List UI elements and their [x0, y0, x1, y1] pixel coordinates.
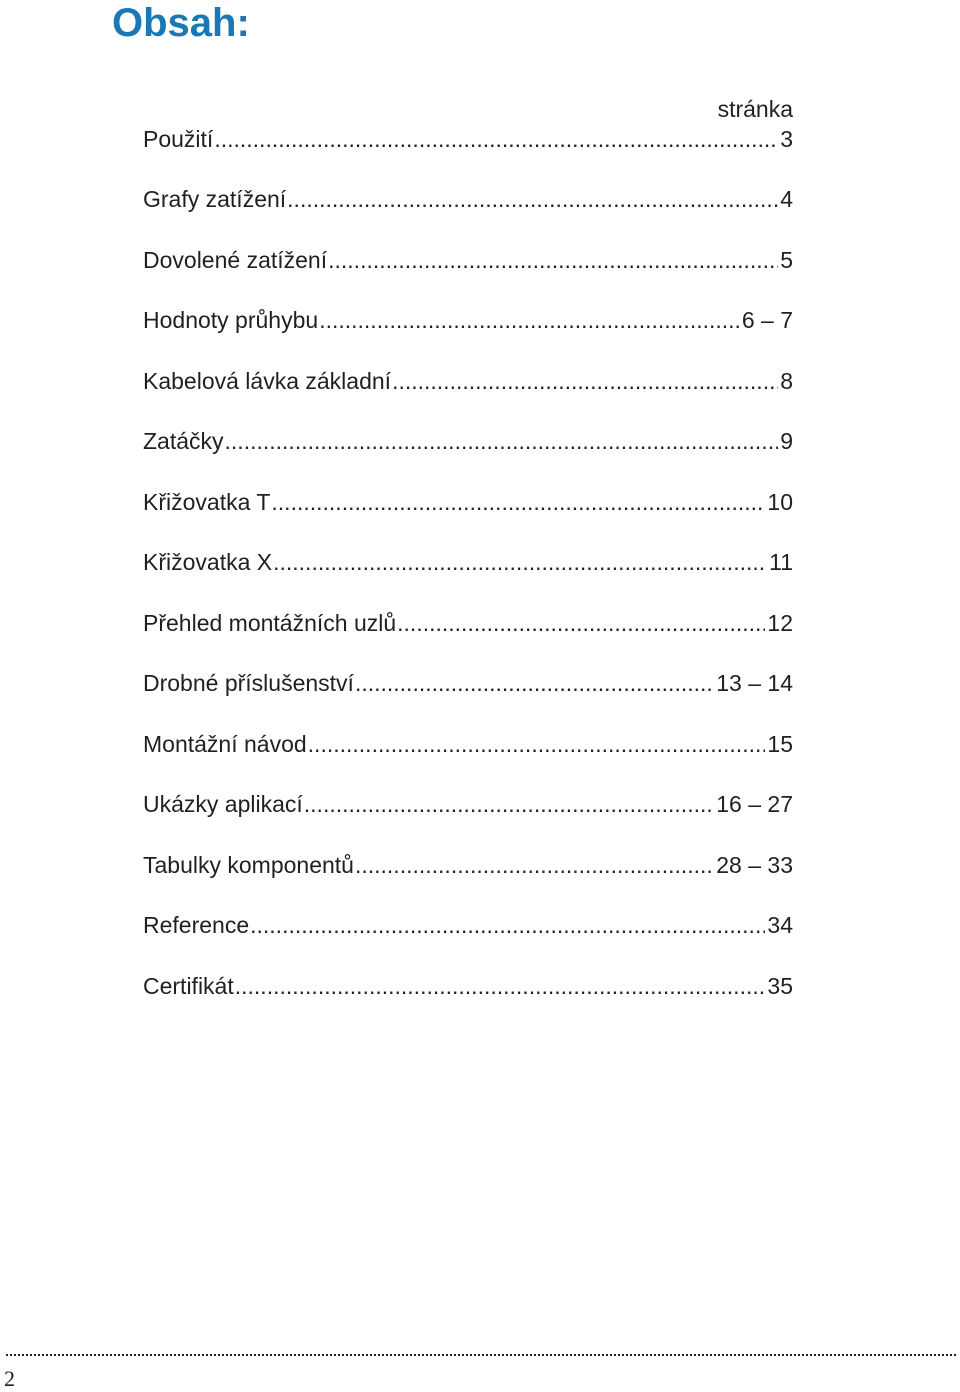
toc-dot-leader: [308, 729, 766, 759]
toc-dot-leader: [319, 305, 740, 335]
toc-entry-label: Zatáčky: [143, 428, 224, 454]
toc-entry-label: Křižovatka T: [143, 488, 271, 515]
toc-entry-label: Kabelová lávka základní: [143, 367, 392, 394]
toc-dot-leader: [225, 426, 779, 456]
toc-entry-hodnoty-pruhybu[interactable]: [143, 305, 793, 366]
toc-entry-label: Drobné příslušenství: [143, 670, 354, 696]
toc-dot-leader: [392, 366, 778, 396]
toc-dot-leader: [355, 668, 714, 698]
toc-dot-leader: [304, 789, 714, 819]
toc-entry-page: 13 – 14: [716, 670, 793, 696]
toc-entry-page: 6 – 7: [741, 307, 793, 333]
toc-entry-page: 4: [780, 186, 793, 212]
toc-entry-label: Reference: [143, 912, 250, 938]
toc-dot-leader: [328, 245, 778, 275]
toc-dot-leader: [214, 124, 778, 154]
toc-entry-drobne-prislusenstvi[interactable]: [143, 668, 793, 729]
toc-entry-page: 3: [780, 126, 793, 152]
toc-dot-leader: [271, 487, 765, 517]
toc-entry-label: Grafy zatížení: [143, 186, 287, 212]
toc-entry-krizovatka-x[interactable]: [143, 547, 793, 608]
toc-entry-page: 10: [767, 488, 793, 515]
page-number: 2: [4, 1366, 15, 1391]
footer-dotted-rule: [6, 1354, 956, 1356]
toc-entry-label: Certifikát: [143, 972, 234, 999]
toc-entry-page: 11: [769, 549, 793, 575]
toc-entry-page: 28 – 33: [716, 851, 793, 878]
table-of-contents: [143, 94, 793, 1031]
toc-entry-label: Tabulky komponentů: [143, 851, 354, 878]
page-title: Obsah:: [112, 1, 250, 45]
toc-entry-page: 5: [780, 246, 793, 273]
page-column-header: stránka: [717, 96, 793, 122]
toc-entry-grafy-zatizeni[interactable]: [143, 184, 793, 245]
toc-dot-leader: [287, 184, 778, 214]
toc-entry-kabelova-lavka[interactable]: [143, 366, 793, 427]
toc-entry-label: Hodnoty průhybu: [143, 307, 319, 333]
toc-entry-page: 12: [767, 609, 793, 636]
toc-entry-ukazky-aplikaci[interactable]: [143, 789, 793, 850]
toc-dot-leader: [355, 850, 714, 880]
toc-dot-leader: [397, 608, 765, 638]
toc-entry-label: Přehled montážních uzlů: [143, 609, 397, 636]
toc-list: [143, 124, 793, 1031]
toc-entry-page: 15: [767, 730, 793, 757]
toc-entry-tabulky-komponentu[interactable]: [143, 850, 793, 911]
toc-dot-leader: [235, 971, 766, 1001]
toc-dot-leader: [273, 547, 767, 577]
toc-entry-page: 34: [767, 912, 793, 938]
toc-entry-page: 35: [767, 972, 793, 999]
toc-entry-pouziti[interactable]: [143, 124, 793, 184]
toc-entry-certifikat[interactable]: [143, 971, 793, 1032]
toc-entry-krizovatka-t[interactable]: [143, 487, 793, 548]
toc-entry-prehled-montaznich-uzlu[interactable]: [143, 608, 793, 669]
toc-entry-page: 8: [780, 367, 793, 394]
toc-entry-label: Křižovatka X: [143, 549, 273, 575]
toc-entry-page: 16 – 27: [716, 791, 793, 817]
toc-entry-page: 9: [780, 428, 793, 454]
toc-entry-label: Dovolené zatížení: [143, 246, 328, 273]
toc-entry-reference[interactable]: [143, 910, 793, 971]
toc-entry-label: Ukázky aplikací: [143, 791, 303, 817]
toc-entry-label: Montážní návod: [143, 730, 307, 757]
toc-entry-dovolene-zatizeni[interactable]: [143, 245, 793, 306]
toc-dot-leader: [250, 910, 765, 940]
toc-entry-label: Použití: [143, 126, 214, 152]
toc-entry-montazni-navod[interactable]: [143, 729, 793, 790]
toc-entry-zatacky[interactable]: [143, 426, 793, 487]
